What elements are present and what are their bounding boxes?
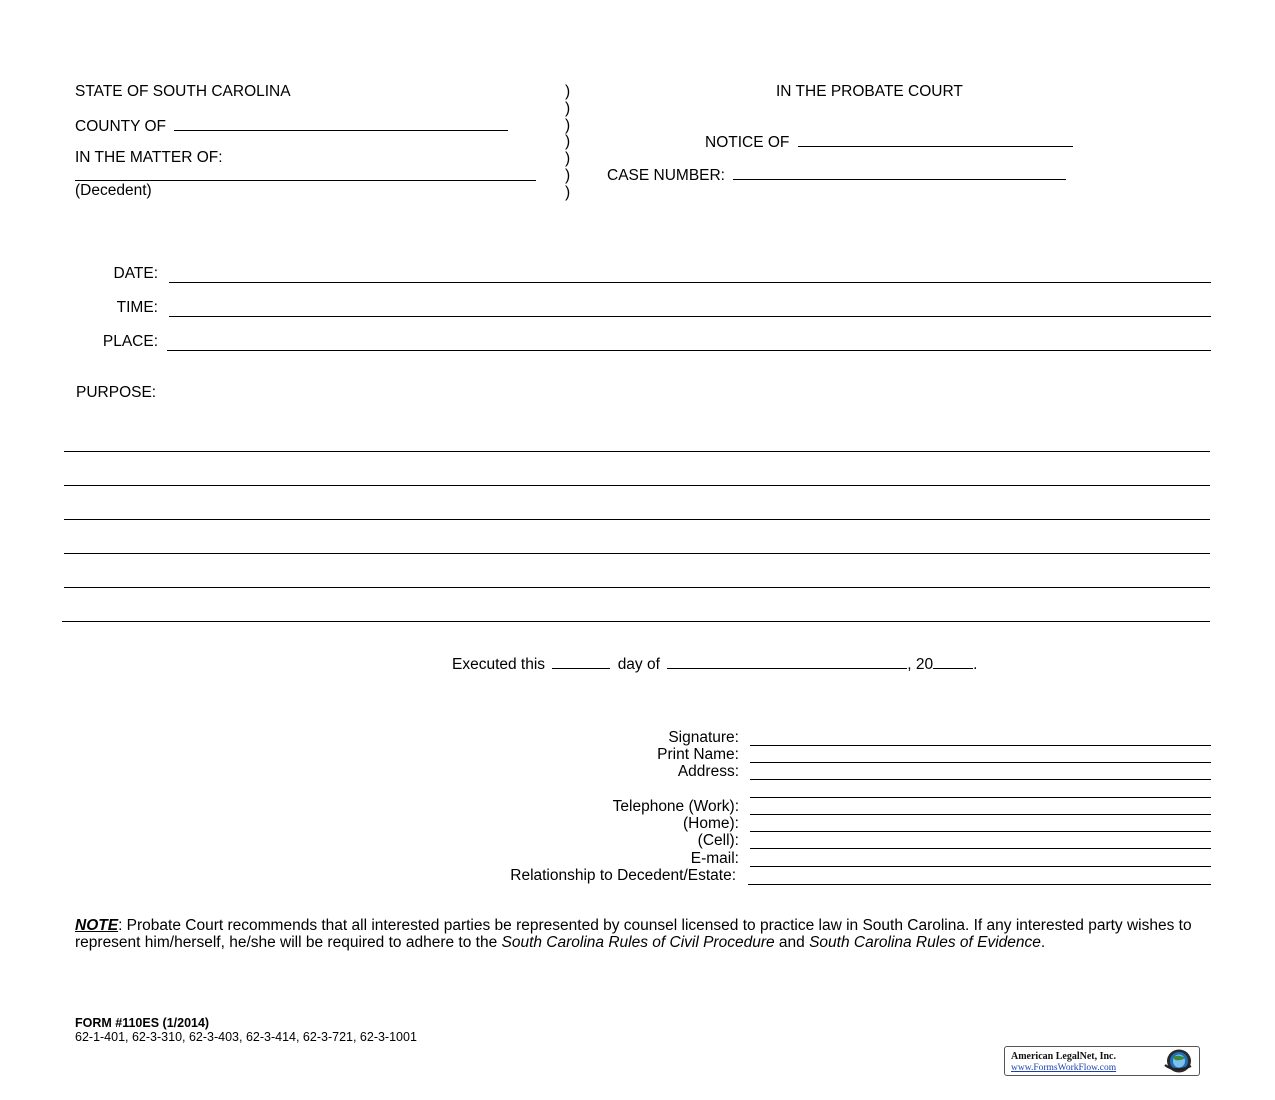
notice-label: NOTICE OF xyxy=(705,134,790,151)
executed-prefix: Executed this xyxy=(452,656,546,673)
purpose-line[interactable] xyxy=(64,451,1210,452)
caption-paren: ) xyxy=(565,117,571,134)
caption-paren: ) xyxy=(565,184,571,201)
email-field[interactable] xyxy=(750,866,1211,867)
address-field[interactable] xyxy=(750,779,1211,780)
case-number-row xyxy=(607,166,1066,184)
note-text: and xyxy=(774,933,810,951)
county-label: COUNTY OF xyxy=(75,118,166,135)
logo-url[interactable]: www.FormsWorkFlow.com xyxy=(1011,1063,1117,1073)
note-civil-procedure: South Carolina Rules of Civil Procedure xyxy=(501,933,775,951)
form-number: FORM #110ES (1/2014) xyxy=(75,1016,210,1030)
county-row xyxy=(75,117,508,135)
signature-label: Signature: xyxy=(668,729,739,746)
executed-day-of: day of xyxy=(617,656,660,673)
executed-year-prefix: , 20 xyxy=(907,656,934,673)
purpose-label: PURPOSE: xyxy=(76,384,157,401)
telephone-cell-field[interactable] xyxy=(750,848,1211,849)
note-label: NOTE xyxy=(75,917,119,934)
relationship-label: Relationship to Decedent/Estate: xyxy=(510,867,736,884)
matter-label: IN THE MATTER OF: xyxy=(75,149,223,166)
county-field[interactable] xyxy=(174,117,508,131)
executed-year-field[interactable] xyxy=(933,655,973,669)
print-name-label: Print Name: xyxy=(657,746,739,763)
time-label: TIME: xyxy=(116,299,158,316)
date-field[interactable] xyxy=(169,282,1211,283)
note-rules-of-evidence: South Carolina Rules of Evidence xyxy=(809,933,1041,951)
purpose-line[interactable] xyxy=(64,519,1210,520)
telephone-home-field[interactable] xyxy=(750,831,1211,832)
address-field-line2[interactable] xyxy=(750,797,1211,798)
executed-suffix: . xyxy=(973,656,978,673)
caption-paren: ) xyxy=(565,100,571,117)
print-name-field[interactable] xyxy=(750,762,1211,763)
email-label: E-mail: xyxy=(690,850,739,867)
globe-icon xyxy=(1161,1048,1195,1079)
court-caption: IN THE PROBATE COURT xyxy=(776,83,963,100)
date-label: DATE: xyxy=(113,265,158,282)
relationship-field[interactable] xyxy=(748,884,1211,885)
time-field[interactable] xyxy=(169,316,1211,317)
telephone-home-label: (Home): xyxy=(683,815,739,832)
notice-field[interactable] xyxy=(798,133,1073,147)
executed-line xyxy=(452,655,977,673)
place-field[interactable] xyxy=(167,350,1211,351)
telephone-cell-label: (Cell): xyxy=(697,832,739,849)
statute-references: 62-1-401, 62-3-310, 62-3-403, 62-3-414, 62-3-721, 62-3-1001 xyxy=(75,1030,417,1044)
signature-field[interactable] xyxy=(750,745,1211,746)
caption-paren: ) xyxy=(565,167,571,184)
purpose-line[interactable] xyxy=(64,485,1210,486)
caption-paren: ) xyxy=(565,83,571,100)
decedent-name-field[interactable] xyxy=(75,180,536,181)
notice-row xyxy=(705,133,1073,151)
note-text: . xyxy=(1040,933,1046,951)
case-number-field[interactable] xyxy=(733,166,1066,180)
purpose-line[interactable] xyxy=(64,553,1210,554)
logo-name: American LegalNet, Inc. xyxy=(1011,1051,1116,1062)
executed-month-field[interactable] xyxy=(667,655,907,669)
caption-paren: ) xyxy=(565,150,571,167)
american-legalnet-logo[interactable] xyxy=(1004,1046,1200,1076)
executed-day-field[interactable] xyxy=(552,655,610,669)
telephone-work-label: Telephone (Work): xyxy=(612,798,739,815)
case-number-label: CASE NUMBER: xyxy=(607,167,725,184)
address-label: Address: xyxy=(677,763,739,780)
note-text: : Probate Court recommends that all interested parties be represented by counsel licensed to practice law in South Carolina. If any interested party wishes to represent him/herself, he/she will be required to adhere to the xyxy=(75,917,1192,951)
caption-paren: ) xyxy=(565,133,571,150)
telephone-work-field[interactable] xyxy=(750,814,1211,815)
decedent-label: (Decedent) xyxy=(75,182,152,199)
purpose-line[interactable] xyxy=(62,621,1210,622)
state-caption: STATE OF SOUTH CAROLINA xyxy=(75,83,291,100)
purpose-line[interactable] xyxy=(64,587,1210,588)
place-label: PLACE: xyxy=(102,333,158,350)
note-paragraph xyxy=(75,918,1205,951)
